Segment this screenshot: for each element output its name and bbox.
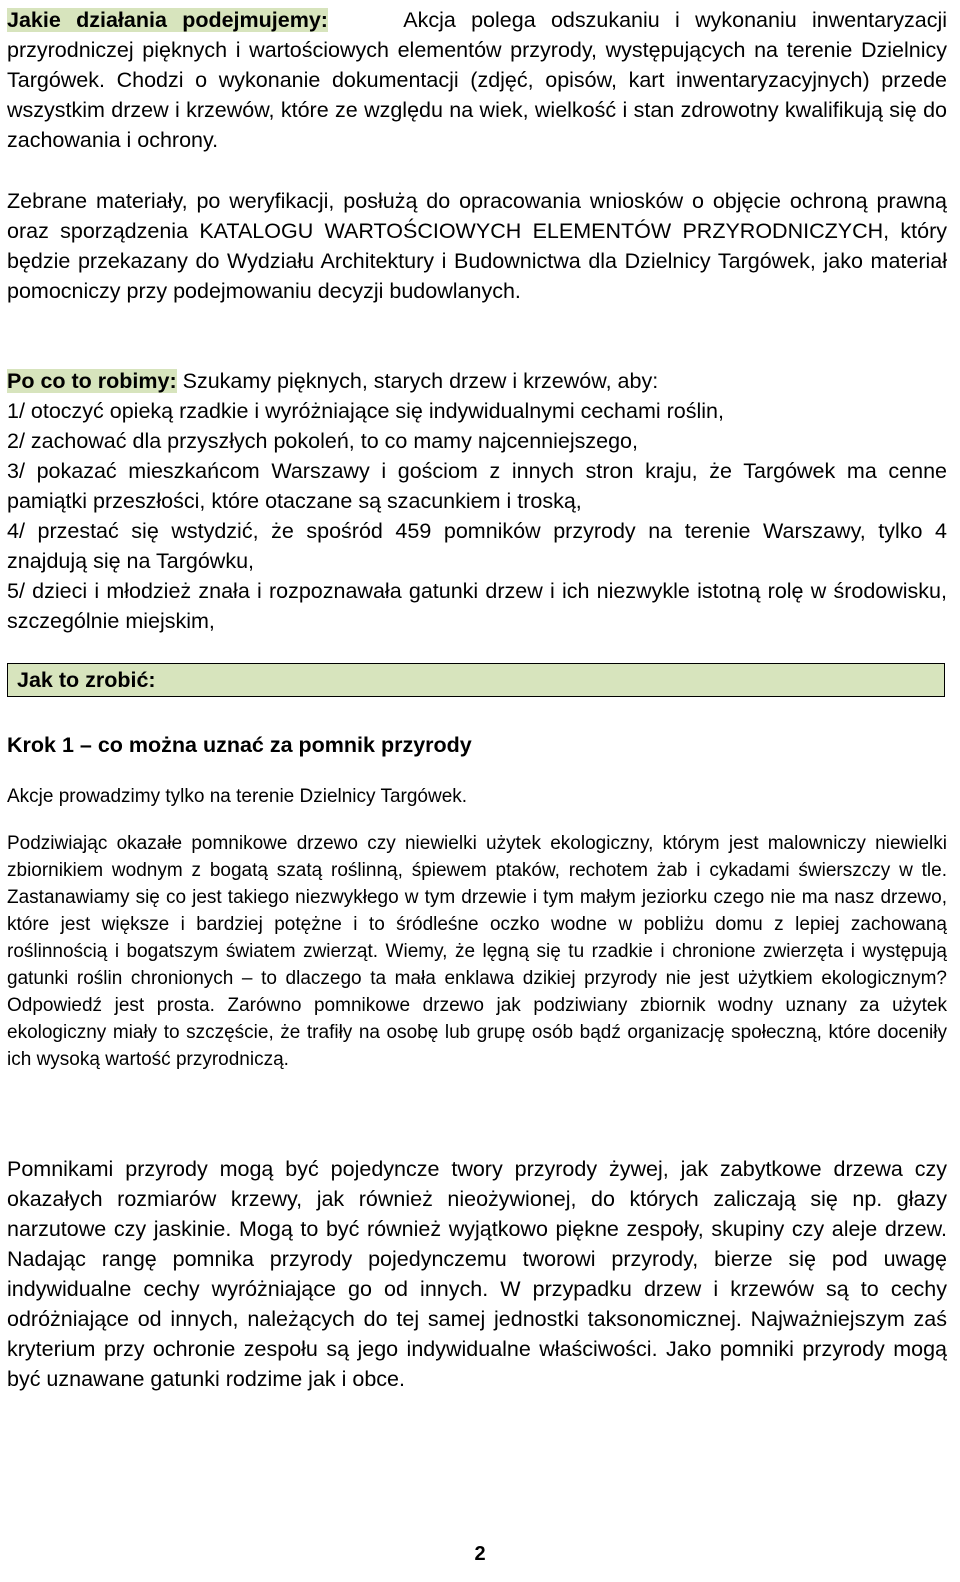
step-1-paragraph-3b: Nadając rangę pomnika przyrody pojedynczemu tworowi przyrody, bierze się pod uwagę indywidualne cechy wyróżniające go od innych. W przypadku drzew i krzewów są to cechy odróżniające od innych, należących do tej samej jednostki taksonomicznej. Najważniejszym zaś kryterium przy ochronie zespołu są jego indywidualne właściwości. Jako pomniki przyrody mogą być uznawane gatunki rodzime jak i obce. <box>7 1247 947 1391</box>
section-title-how: Jak to zrobić: <box>17 668 156 692</box>
section-why <box>7 366 947 636</box>
step-1-paragraph-2: Podziwiając okazałe pomnikowe drzewo czy niewielki użytek ekologiczny, którym jest malowniczy niewielki zbiornikiem wodnym z bogatą szatą roślinną, śpiewem ptaków, rechotem żab i cykadami świerszczy w tle. Zastanawiamy się co jest takiego niezwykłego w tym drzewie i tym małym jeziorku czego nie ma nasz drzewo, które jest większe i bardziej potężne i to śródleśne oczko wodne w pobliżu domu z lepiej zachowaną roślinnością i bogatszym światem zwierząt. Wiemy, że lęgną się tu rzadkie i chronione zwierzęta i występują gatunki roślin chronionych – to dlaczego ta mała enklawa dzikiej przyrody nie jest użytkiem ekologicznym? Odpowiedź jest prosta. Zarówno pomnikowe drzewo jak podziwiany zbiornik wodny uznany za użytek ekologiczny miały to szczęście, że trafiły na osobę lub grupę osób bądź organizację społeczną, które doceniły ich wysoką wartość przyrodniczą. <box>7 833 947 1070</box>
list-item: 2/ zachować dla przyszłych pokoleń, to co mamy najcenniejszego, <box>7 429 638 453</box>
list-item: 1/ otoczyć opieką rzadkie i wyróżniające się indywidualnymi cechami roślin, <box>7 399 724 423</box>
step-1-paragraph-3 <box>7 1154 947 1394</box>
section-text-materials: Zebrane materiały, po weryfikacji, posłużą do opracowania wniosków o objęcie ochroną prawną oraz sporządzenia KATALOGU WARTOŚCIOWYCH ELEMENTÓW PRZYRODNICZYCH, który będzie przekazany do Wydziału Architektury i Budownictwa dla Dzielnicy Targówek, jako materiał pomocniczy przy podejmowaniu decyzji budowlanych. <box>7 189 947 303</box>
section-label-what-we-do: Jakie działania podejmujemy: <box>7 8 328 32</box>
step-1-heading: Krok 1 – co można uznać za pomnik przyrody <box>7 733 472 757</box>
section-label-why: Po co to robimy: <box>7 369 177 393</box>
page-number: 2 <box>474 1543 486 1565</box>
section-text-what-we-do: Akcja polega odszukaniu i wykonaniu inwentaryzacji przyrodniczej pięknych i wartościowych elementów przyrody, występujących na terenie Dzielnicy Targówek. Chodzi o wykonanie dokumentacji (zdjęć, opisów, kart inwentaryzacyjnych) przede wszystkim drzew i krzewów, które ze względu na wiek, wielkość i stan zdrowotny kwalifikują się do zachowania i ochrony. <box>7 8 947 152</box>
list-item: 4/ przestać się wstydzić, że spośród 459 pomników przyrody na terenie Warszawy, tylko 4 znajdują się na Targówku, <box>7 519 947 573</box>
list-item: 3/ pokazać mieszkańcom Warszawy i gościom z innych stron kraju, że Targówek ma cenne pamiątki przeszłości, które otaczane są szacunkiem i troską, <box>7 459 947 513</box>
section-why-intro: Szukamy pięknych, starych drzew i krzewów, aby: <box>182 369 659 393</box>
list-item: 5/ dzieci i młodzież znała i rozpoznawała gatunki drzew i ich niezwykle istotną rolę w środowisku, szczególnie miejskim, <box>7 579 947 633</box>
section-what-we-do-continued <box>7 186 947 306</box>
section-header-how <box>7 663 945 697</box>
step-1-paragraph-3a: Pomnikami przyrody mogą być pojedyncze twory przyrody żywej, jak zabytkowe drzewa czy okazałych rozmiarów krzewy, jak również nieożywionej, do których zaliczają się np. głazy narzutowe czy jaskinie. Mogą to być również wyjątkowo piękne zespoły, skupiny czy aleje drzew. <box>7 1157 947 1241</box>
section-what-we-do <box>7 5 947 155</box>
step-1-paragraph-1: Akcje prowadzimy tylko na terenie Dzielnicy Targówek. <box>7 786 468 807</box>
